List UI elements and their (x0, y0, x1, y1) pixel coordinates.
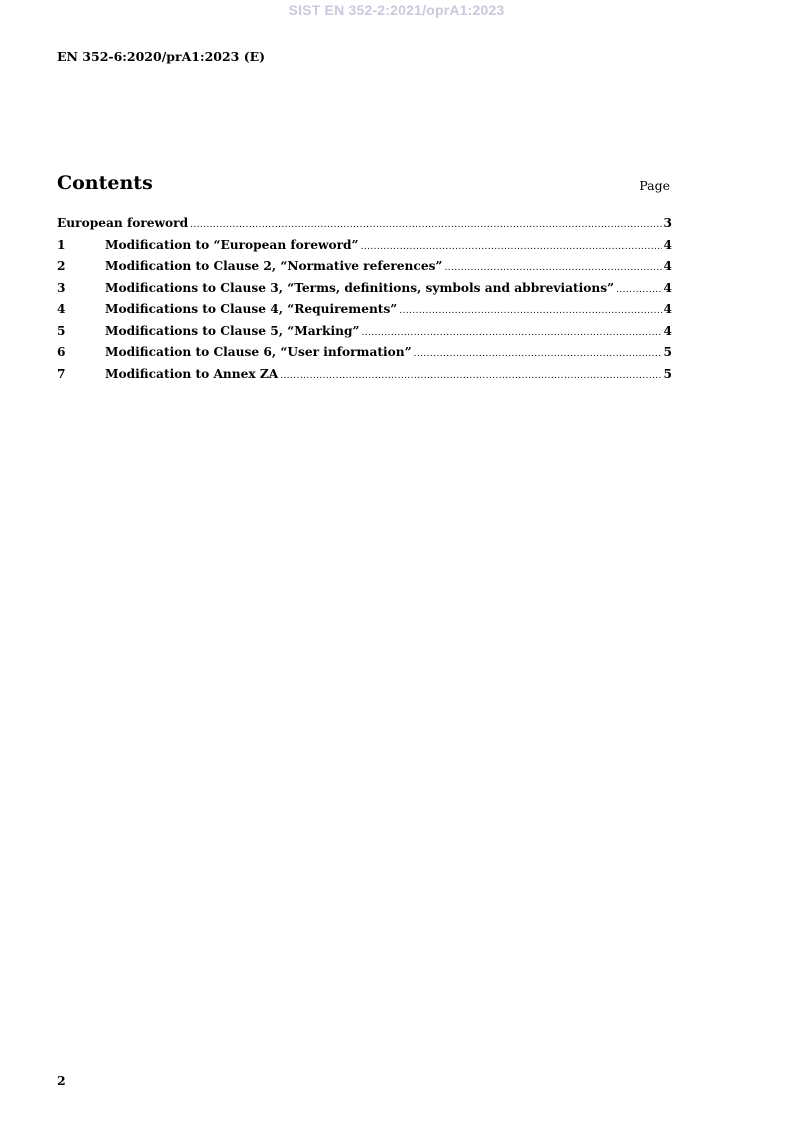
toc-entry-number: 2 (57, 259, 66, 273)
toc-entry-number: 6 (57, 345, 66, 359)
toc-entry[interactable] (57, 302, 672, 324)
toc-leader-dots (444, 263, 661, 273)
toc-entry-page: 5 (663, 345, 672, 359)
toc-entry[interactable] (57, 216, 672, 238)
toc-entry-page: 4 (663, 259, 672, 273)
toc-entry-page: 4 (663, 280, 672, 295)
document-id: EN 352-6:2020/prA1:2023 (E) (57, 49, 266, 64)
toc-entry-number: 5 (57, 323, 66, 338)
page-number: 2 (57, 1073, 66, 1088)
toc-entry[interactable] (57, 324, 672, 346)
toc-entry-number: 1 (57, 237, 66, 252)
toc-entry-number: 7 (57, 366, 66, 381)
toc-entry[interactable] (57, 259, 672, 281)
toc-leader-dots (361, 242, 662, 252)
toc-leader-dots (280, 371, 661, 381)
toc-entry-page: 3 (663, 216, 672, 230)
toc-leader-dots (616, 285, 661, 295)
watermark: SIST EN 352-2:2021/oprA1:2023 (288, 2, 505, 18)
toc-entry-page: 5 (663, 366, 672, 381)
page-column-label: Page (639, 178, 670, 193)
toc-leader-dots (362, 328, 662, 338)
toc-entry-page: 4 (663, 302, 672, 316)
toc-entry-page: 4 (663, 323, 672, 338)
toc-entry-title: Modifications to Clause 5, “Marking” (105, 323, 360, 338)
table-of-contents (57, 216, 672, 388)
toc-entry[interactable] (57, 345, 672, 367)
toc-entry-page: 4 (663, 237, 672, 252)
contents-heading: Contents (57, 172, 153, 194)
toc-entry-title: Modification to Clause 6, “User information” (105, 345, 412, 359)
toc-entry-title: Modification to Annex ZA (105, 366, 279, 381)
toc-entry-title: Modifications to Clause 4, “Requirements” (105, 302, 398, 316)
toc-entry-title: Modifications to Clause 3, “Terms, definitions, symbols and abbreviations” (105, 280, 615, 295)
toc-entry-number: 3 (57, 280, 66, 295)
toc-entry[interactable] (57, 238, 672, 260)
toc-entry-title: Modification to “European foreword” (105, 237, 359, 252)
toc-leader-dots (399, 306, 661, 316)
toc-entry[interactable] (57, 281, 672, 303)
toc-entry[interactable] (57, 367, 672, 389)
toc-leader-dots (414, 349, 662, 359)
toc-entry-number: 4 (57, 302, 66, 316)
toc-entry-title: Modification to Clause 2, “Normative references” (105, 259, 443, 273)
toc-entry-title: European foreword (57, 216, 189, 230)
toc-leader-dots (190, 220, 661, 230)
